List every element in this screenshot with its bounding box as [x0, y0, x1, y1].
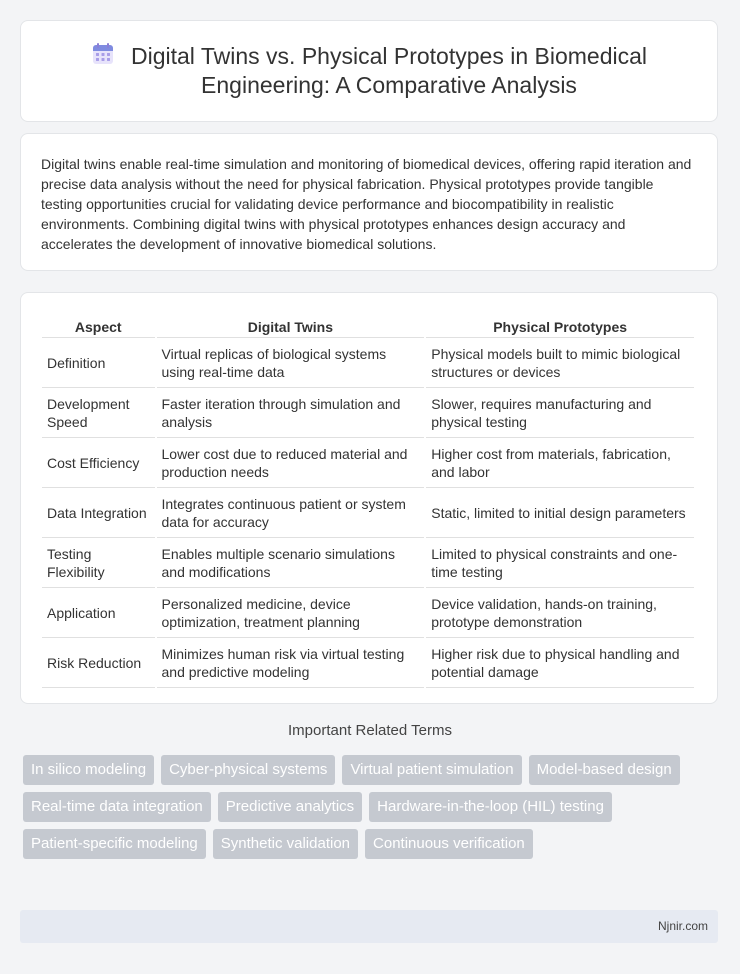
term-tag[interactable]: Predictive analytics — [218, 792, 362, 822]
row-digital: Lower cost due to reduced material and production needs — [157, 438, 425, 488]
row-digital: Minimizes human risk via virtual testing and predictive modeling — [157, 638, 425, 688]
header-digital-twins: Digital Twins — [157, 313, 425, 338]
term-tag[interactable]: Patient-specific modeling — [23, 829, 206, 859]
row-physical: Physical models built to mimic biological structures or devices — [426, 338, 694, 388]
comparison-table-card — [20, 292, 718, 704]
row-digital: Virtual replicas of biological systems using real-time data — [157, 338, 425, 388]
row-physical: Higher cost from materials, fabrication, and labor — [426, 438, 694, 488]
header-aspect: Aspect — [42, 313, 155, 338]
table-row — [42, 388, 694, 438]
row-aspect: Definition — [42, 338, 155, 388]
row-physical: Slower, requires manufacturing and physical testing — [426, 388, 694, 438]
row-physical: Limited to physical constraints and one-time testing — [426, 538, 694, 588]
row-digital: Faster iteration through simulation and analysis — [157, 388, 425, 438]
comparison-table — [40, 313, 696, 688]
related-terms-list — [23, 755, 723, 859]
table-row — [42, 538, 694, 588]
table-row — [42, 588, 694, 638]
row-aspect: Testing Flexibility — [42, 538, 155, 588]
row-aspect: Risk Reduction — [42, 638, 155, 688]
page-title — [131, 42, 647, 100]
table-header-row — [42, 313, 694, 338]
intro-card — [20, 133, 718, 271]
intro-text: Digital twins enable real-time simulation and monitoring of biomedical devices, offering rapid iteration and precise data analysis without the need for physical fabrication. Physical prototypes provide tangible testing opportunities crucial for validating device performance and biocompatibility in realistic environments. Combining digital twins with physical prototypes enhances design accuracy and accelerates the development of innovative biomedical solutions. — [41, 156, 692, 252]
row-digital: Enables multiple scenario simulations and modifications — [157, 538, 425, 588]
term-tag[interactable]: Virtual patient simulation — [342, 755, 521, 785]
term-tag[interactable]: Continuous verification — [365, 829, 533, 859]
term-tag[interactable]: Synthetic validation — [213, 829, 358, 859]
row-digital: Personalized medicine, device optimization, treatment planning — [157, 588, 425, 638]
term-tag[interactable]: Model-based design — [529, 755, 680, 785]
page-title-line2: Engineering: A Comparative Analysis — [201, 72, 577, 98]
header-physical-prototypes: Physical Prototypes — [426, 313, 694, 338]
title-card — [20, 20, 718, 122]
row-aspect: Development Speed — [42, 388, 155, 438]
row-aspect: Application — [42, 588, 155, 638]
row-physical: Static, limited to initial design parameters — [426, 488, 694, 538]
row-aspect: Cost Efficiency — [42, 438, 155, 488]
row-aspect: Data Integration — [42, 488, 155, 538]
table-row — [42, 338, 694, 388]
related-terms-title: Important Related Terms — [288, 722, 452, 739]
footer-site[interactable]: Njnir.com — [657, 919, 708, 933]
table-row — [42, 638, 694, 688]
row-physical: Device validation, hands-on training, prototype demonstration — [426, 588, 694, 638]
table-row — [42, 438, 694, 488]
term-tag[interactable]: Cyber-physical systems — [161, 755, 335, 785]
footer — [20, 910, 718, 943]
row-physical: Higher risk due to physical handling and potential damage — [426, 638, 694, 688]
table-row — [42, 488, 694, 538]
page-title-line1: Digital Twins vs. Physical Prototypes in Biomedical — [130, 43, 647, 69]
term-tag[interactable]: Hardware-in-the-loop (HIL) testing — [369, 792, 612, 822]
term-tag[interactable]: In silico modeling — [23, 755, 154, 785]
row-digital: Integrates continuous patient or system data for accuracy — [157, 488, 425, 538]
calendar-icon — [91, 42, 115, 66]
term-tag[interactable]: Real-time data integration — [23, 792, 211, 822]
